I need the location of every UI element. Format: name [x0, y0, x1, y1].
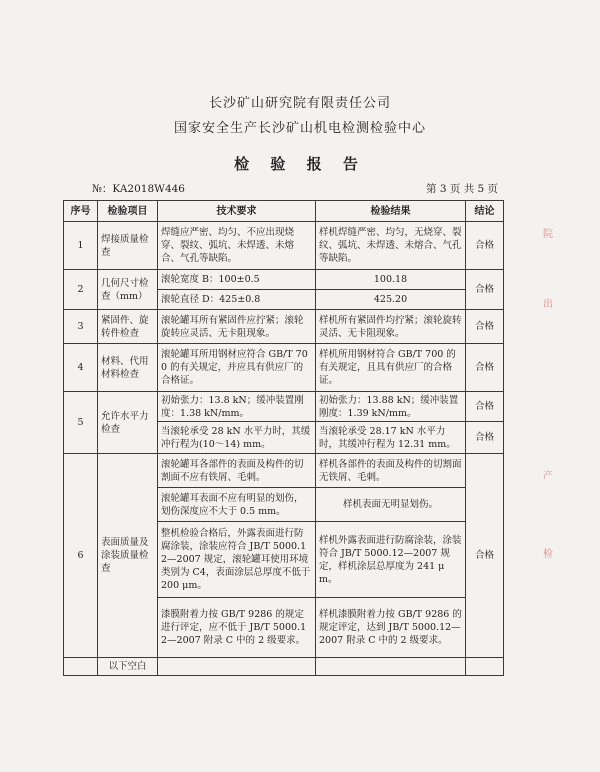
row-conclusion: 合格: [466, 222, 504, 270]
row-result: 样机所用钢材符合 GB/T 700 的有关规定，且具有供应厂的合格证。: [316, 344, 466, 392]
blank-row: [64, 658, 504, 676]
row-item: 紧固件、旋转件检查: [98, 310, 158, 344]
table-row: [64, 270, 504, 290]
col-header-conclusion: 结论: [466, 201, 504, 222]
row-result: 样机焊缝严密、均匀，无烧穿、裂纹、弧坑、未焊透、未熔合、气孔等缺陷。: [316, 222, 466, 270]
org-name: 长沙矿山研究院有限责任公司: [208, 96, 391, 111]
col-header-result: 检验结果: [316, 201, 466, 222]
row-result: 样机表面无明显划伤。: [316, 488, 466, 522]
row-conclusion: 合格: [466, 344, 504, 392]
table-row: [64, 222, 504, 270]
table-row: [64, 392, 504, 422]
table-header-row: [64, 201, 504, 222]
row-no: 2: [64, 270, 98, 310]
row-result: 样机所有紧固件均拧紧；滚轮旋转灵活、无卡阻现象。: [316, 310, 466, 344]
col-header-item: 检验项目: [98, 201, 158, 222]
row-requirement: 当滚轮承受 28 kN 水平力时，其缓冲行程为(10～14) mm。: [158, 422, 316, 454]
row-conclusion: 合格: [466, 422, 504, 454]
row-conclusion: 合格: [466, 310, 504, 344]
col-header-no: 序号: [64, 201, 98, 222]
blank-cell: [466, 658, 504, 676]
blank-cell: [158, 658, 316, 676]
row-requirement: 漆膜附着力按 GB/T 9286 的规定进行评定，应不低于 JB/T 5000.12—2007 附录 C 中的 2 级要求。: [158, 598, 316, 658]
row-no: 1: [64, 222, 98, 270]
row-result: 样机各部件的表面及构件的切割面无铁屑、毛刺。: [316, 454, 466, 488]
row-item: 表面质量及涂装质量检查: [98, 454, 158, 658]
row-requirement: 滚轮宽度 B：100±0.5: [158, 270, 316, 290]
row-result: 100.18: [316, 270, 466, 290]
row-result: 样机漆膜附着力按 GB/T 9286 的规定评定，达到 JB/T 5000.12—2007 附录 C 中的 2 级要求。: [316, 598, 466, 658]
row-conclusion: 合格: [466, 270, 504, 310]
seam-stamp-char: 检: [543, 549, 553, 560]
report-title: 检 验 报 告: [234, 155, 366, 173]
row-result: 样机外露表面进行防腐涂装，涂装符合 JB/T 5000.12—2007 规定，样机涂层总厚度为 241 μm。: [316, 522, 466, 598]
blank-cell: [316, 658, 466, 676]
col-header-requirement: 技术要求: [158, 201, 316, 222]
row-no: 3: [64, 310, 98, 344]
page-info: 第 3 页 共 5 页: [426, 183, 499, 195]
table-row: [64, 454, 504, 488]
row-requirement: 滚轮罐耳所有紧固件应拧紧；滚轮旋转应灵活、无卡阻现象。: [158, 310, 316, 344]
report-number: №：KA2018W446: [92, 183, 185, 195]
row-requirement: 滚轮直径 D：425±0.8: [158, 290, 316, 310]
row-no: 6: [64, 454, 98, 658]
seam-stamp-char: 产: [543, 471, 553, 482]
row-conclusion: 合格: [466, 454, 504, 658]
row-result: 425.20: [316, 290, 466, 310]
blank-marker: 以下空白: [98, 658, 158, 676]
seam-stamp-char: 出: [543, 299, 553, 310]
row-requirement: 初始张力：13.8 kN；缓冲装置刚度：1.38 kN/mm。: [158, 392, 316, 422]
row-no: 4: [64, 344, 98, 392]
row-requirement: 滚轮罐耳所用钢材应符合 GB/T 700 的有关规定，并应具有供应厂的合格证。: [158, 344, 316, 392]
row-requirement: 焊缝应严密、均匀、不应出现烧穿、裂纹、弧坑、未焊透、未熔合、气孔等缺陷。: [158, 222, 316, 270]
seam-stamp-char: 院: [543, 229, 553, 240]
table-row: [64, 310, 504, 344]
row-conclusion: 合格: [466, 392, 504, 422]
row-requirement: 滚轮罐耳各部件的表面及构件的切割面不应有铁屑、毛刺。: [158, 454, 316, 488]
row-item: 材料、代用材料检查: [98, 344, 158, 392]
row-result: 当滚轮承受 28.17 kN 水平力时，其缓冲行程为 12.31 mm。: [316, 422, 466, 454]
row-requirement: 整机检验合格后，外露表面进行防腐涂装，涂装应符合 JB/T 5000.12—2007 规定，滚轮罐耳使用环境类别为 C4，表面涂层总厚度不低于 200 μm。: [158, 522, 316, 598]
row-item: 几何尺寸检查（mm）: [98, 270, 158, 310]
row-item: 焊接质量检查: [98, 222, 158, 270]
row-item: 允许水平力检查: [98, 392, 158, 454]
center-name: 国家安全生产长沙矿山机电检测检验中心: [173, 121, 426, 136]
row-requirement: 滚轮罐耳表面不应有明显的划伤，划伤深度应不大于 0.5 mm。: [158, 488, 316, 522]
table-row: [64, 344, 504, 392]
row-result: 初始张力：13.88 kN；缓冲装置刚度：1.39 kN/mm。: [316, 392, 466, 422]
row-no: 5: [64, 392, 98, 454]
blank-cell: [64, 658, 98, 676]
inspection-table: [63, 200, 504, 676]
